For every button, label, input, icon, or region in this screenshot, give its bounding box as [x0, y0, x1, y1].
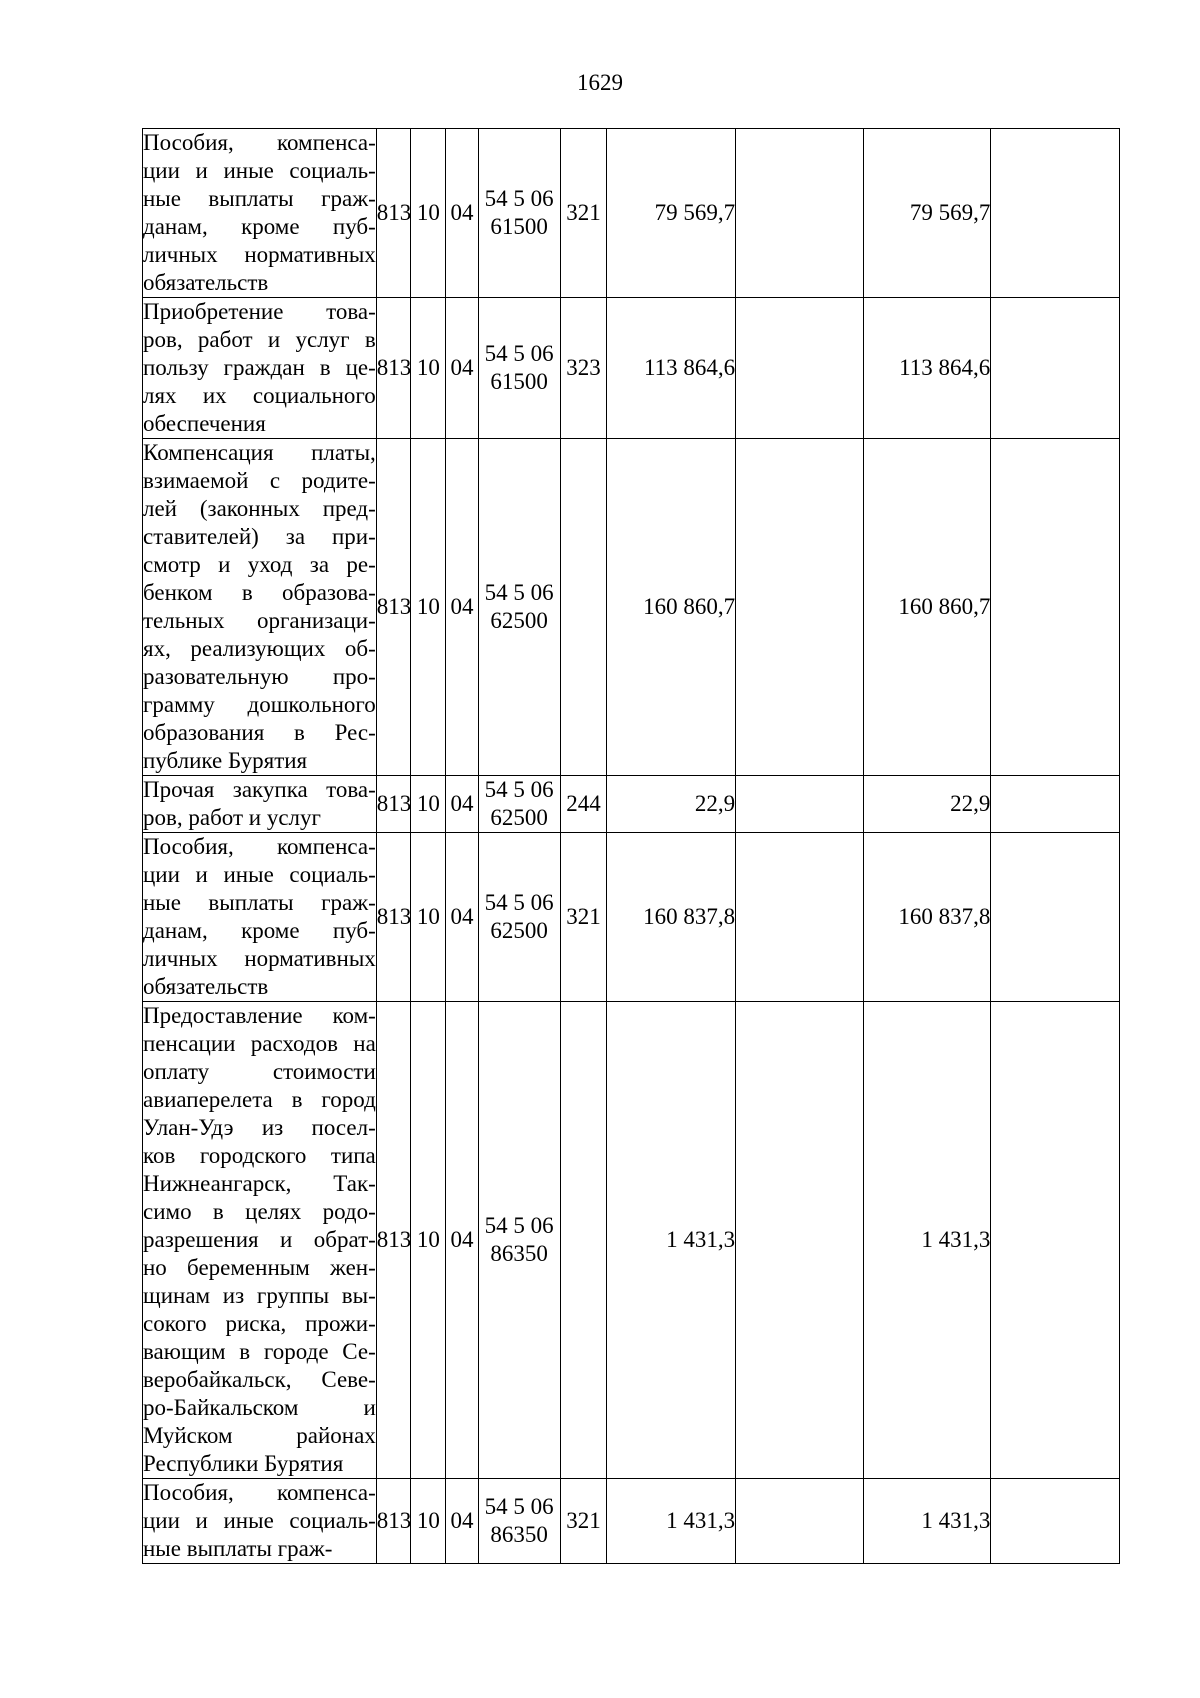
target-article-code-part1: 54 5 06 [484, 890, 554, 915]
amount: 1 431,3 [607, 1479, 736, 1564]
table-row [143, 833, 1120, 1002]
description-line: оплату стоимости [143, 1059, 376, 1084]
amount: 113 864,6 [607, 298, 736, 439]
expense-type-code: 321 [560, 129, 607, 298]
row-description [143, 1002, 377, 1479]
empty-cell [736, 776, 864, 833]
target-article-code-part2: 62500 [490, 805, 548, 830]
expense-type-code: 244 [560, 776, 607, 833]
grbs-code: 813 [376, 298, 411, 439]
amount: 22,9 [607, 776, 736, 833]
description-line: разрешения и обрат- [143, 1227, 376, 1252]
row-description [143, 298, 377, 439]
empty-cell [736, 833, 864, 1002]
grbs-code: 813 [376, 776, 411, 833]
description-line: личных нормативных [143, 242, 376, 267]
expense-type-code: 321 [560, 1479, 607, 1564]
description-line: Пособия, компенса- [143, 834, 376, 859]
description-line: Улан-Удэ из посел- [143, 1115, 376, 1140]
amount-second: 79 569,7 [863, 129, 991, 298]
description-line: веробайкальск, Севе- [143, 1367, 376, 1392]
description-line: обязательств [143, 974, 269, 999]
section-code: 10 [411, 1479, 446, 1564]
target-article-code [478, 439, 560, 776]
expense-type-code: 323 [560, 298, 607, 439]
target-article-code-part2: 62500 [490, 918, 548, 943]
amount-second: 113 864,6 [863, 298, 991, 439]
description-line: ные выплаты граж- [143, 1536, 333, 1561]
subsection-code: 04 [446, 298, 479, 439]
table-row [143, 298, 1120, 439]
description-line: симо в целях родо- [143, 1199, 376, 1224]
table-body [143, 129, 1120, 1564]
row-description [143, 439, 377, 776]
description-line: пенсации расходов на [143, 1031, 376, 1056]
description-line: личных нормативных [143, 946, 376, 971]
section-code: 10 [411, 776, 446, 833]
target-article-code-part1: 54 5 06 [484, 186, 554, 211]
budget-table [142, 128, 1120, 1564]
description-line: ные выплаты граж- [143, 890, 376, 915]
grbs-code: 813 [376, 1479, 411, 1564]
grbs-code: 813 [376, 439, 411, 776]
row-description [143, 1479, 377, 1564]
table-row [143, 776, 1120, 833]
empty-cell [736, 129, 864, 298]
grbs-code: 813 [376, 833, 411, 1002]
table-row [143, 129, 1120, 298]
subsection-code: 04 [446, 129, 479, 298]
empty-cell [736, 439, 864, 776]
expense-type-code [560, 439, 607, 776]
description-line: Предоставление ком- [143, 1003, 376, 1028]
target-article-code [478, 129, 560, 298]
description-line: Приобретение това- [143, 299, 376, 324]
page-number: 1629 [577, 70, 623, 95]
amount-second: 22,9 [863, 776, 991, 833]
empty-cell [991, 1479, 1120, 1564]
description-line: ях, реализующих об- [143, 636, 376, 661]
target-article-code-part1: 54 5 06 [484, 777, 554, 802]
description-line: щинам из группы вы- [143, 1283, 376, 1308]
target-article-code-part1: 54 5 06 [484, 580, 554, 605]
description-line: взимаемой с родите- [143, 468, 376, 493]
description-line: ров, работ и услуг [143, 805, 321, 830]
section-code: 10 [411, 129, 446, 298]
target-article-code-part2: 62500 [490, 608, 548, 633]
table-row [143, 439, 1120, 776]
description-line: лях их социального [143, 383, 376, 408]
amount: 160 837,8 [607, 833, 736, 1002]
description-line: Муйском районах [143, 1423, 376, 1448]
description-line: пользу граждан в це- [143, 355, 376, 380]
subsection-code: 04 [446, 833, 479, 1002]
description-line: Пособия, компенса- [143, 1480, 376, 1505]
amount-second: 1 431,3 [863, 1002, 991, 1479]
subsection-code: 04 [446, 439, 479, 776]
empty-cell [736, 1002, 864, 1479]
section-code: 10 [411, 1002, 446, 1479]
description-line: лей (законных пред- [143, 496, 376, 521]
amount: 79 569,7 [607, 129, 736, 298]
target-article-code [478, 1479, 560, 1564]
description-line: данам, кроме пуб- [143, 214, 376, 239]
empty-cell [991, 129, 1120, 298]
description-line: смотр и уход за ре- [143, 552, 376, 577]
description-line: данам, кроме пуб- [143, 918, 376, 943]
description-line: обеспечения [143, 411, 266, 436]
section-code: 10 [411, 439, 446, 776]
target-article-code [478, 1002, 560, 1479]
amount: 160 860,7 [607, 439, 736, 776]
description-line: но беременным жен- [143, 1255, 376, 1280]
table-row [143, 1002, 1120, 1479]
description-line: вающим в городе Се- [143, 1339, 376, 1364]
empty-cell [991, 776, 1120, 833]
row-description [143, 129, 377, 298]
table-row [143, 1479, 1120, 1564]
target-article-code [478, 776, 560, 833]
empty-cell [991, 439, 1120, 776]
description-line: разовательную про- [143, 664, 376, 689]
subsection-code: 04 [446, 1479, 479, 1564]
description-line: ции и иные социаль- [143, 1508, 376, 1533]
description-line: Прочая закупка това- [143, 777, 376, 802]
expense-type-code [560, 1002, 607, 1479]
target-article-code-part2: 61500 [490, 369, 548, 394]
description-line: ции и иные социаль- [143, 862, 376, 887]
amount-second: 1 431,3 [863, 1479, 991, 1564]
target-article-code-part2: 86350 [490, 1241, 548, 1266]
target-article-code-part2: 61500 [490, 214, 548, 239]
description-line: Нижнеангарск, Так- [143, 1171, 376, 1196]
subsection-code: 04 [446, 776, 479, 833]
empty-cell [736, 298, 864, 439]
row-description [143, 776, 377, 833]
description-line: Республики Бурятия [143, 1451, 344, 1476]
description-line: ров, работ и услуг в [143, 327, 376, 352]
target-article-code-part1: 54 5 06 [484, 341, 554, 366]
empty-cell [736, 1479, 864, 1564]
description-line: Пособия, компенса- [143, 130, 376, 155]
description-line: бенком в образова- [143, 580, 376, 605]
amount: 1 431,3 [607, 1002, 736, 1479]
description-line: Компенсация платы, [143, 440, 376, 465]
description-line: ции и иные социаль- [143, 158, 376, 183]
empty-cell [991, 298, 1120, 439]
target-article-code [478, 298, 560, 439]
section-code: 10 [411, 298, 446, 439]
section-code: 10 [411, 833, 446, 1002]
description-line: публике Бурятия [143, 748, 308, 773]
description-line: тельных организаци- [143, 608, 376, 633]
amount-second: 160 860,7 [863, 439, 991, 776]
amount-second: 160 837,8 [863, 833, 991, 1002]
expense-type-code: 321 [560, 833, 607, 1002]
empty-cell [991, 833, 1120, 1002]
description-line: обязательств [143, 270, 269, 295]
description-line: ро-Байкальском и [143, 1395, 376, 1420]
description-line: ставителей) за при- [143, 524, 376, 549]
description-line: ные выплаты граж- [143, 186, 376, 211]
grbs-code: 813 [376, 1002, 411, 1479]
target-article-code-part1: 54 5 06 [484, 1494, 554, 1519]
description-line: ков городского типа [143, 1143, 376, 1168]
grbs-code: 813 [376, 129, 411, 298]
target-article-code [478, 833, 560, 1002]
description-line: грамму дошкольного [143, 692, 376, 717]
target-article-code-part2: 86350 [490, 1522, 548, 1547]
description-line: авиаперелета в город [143, 1087, 376, 1112]
description-line: сокого риска, прожи- [143, 1311, 376, 1336]
subsection-code: 04 [446, 1002, 479, 1479]
target-article-code-part1: 54 5 06 [484, 1213, 554, 1238]
row-description [143, 833, 377, 1002]
empty-cell [991, 1002, 1120, 1479]
description-line: образования в Рес- [143, 720, 376, 745]
